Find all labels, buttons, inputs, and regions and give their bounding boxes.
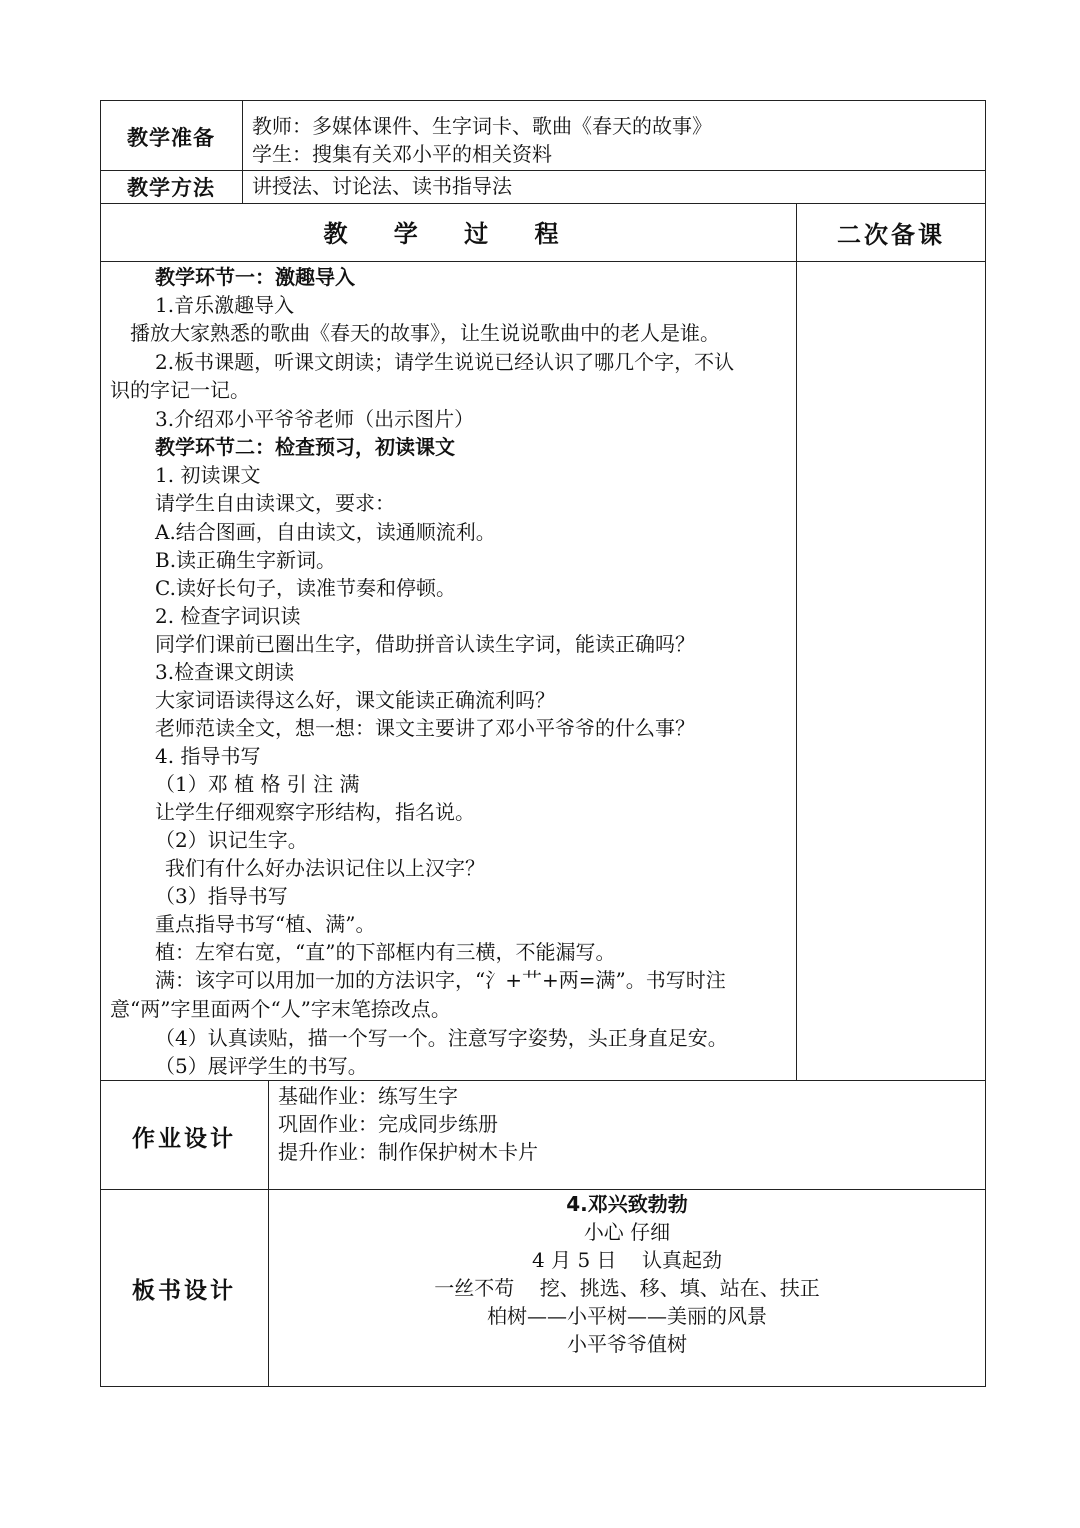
rule-process-header	[100, 261, 986, 262]
rule-process-homework	[100, 1080, 986, 1081]
process-line: 大家词语读得这么好，课文能读正确流利吗？	[155, 688, 555, 712]
process-line: 同学们课前已圈出生字，借助拼音认读生字词，能读正确吗？	[155, 632, 695, 656]
process-line: 让学生仔细观察字形结构，指名说。	[155, 800, 475, 824]
process-line: 教学环节一：激趣导入	[155, 265, 355, 289]
process-line: 1.音乐激趣导入	[155, 293, 295, 317]
process-line: 2.板书课题，听课文朗读；请学生说说已经认识了哪几个字，不认	[155, 350, 735, 374]
method-label: 教学方法	[127, 176, 215, 200]
board-line: 柏树——小平树——美丽的风景	[487, 1304, 767, 1328]
homework-item: 提升作业：制作保护树木卡片	[278, 1140, 538, 1164]
homework-label: 作业设计	[132, 1126, 236, 1152]
process-line: 老师范读全文，想一想：课文主要讲了邓小平爷爷的什么事？	[155, 716, 695, 740]
board-label: 板书设计	[132, 1278, 236, 1304]
process-line: C.读好长句子，读准节奏和停顿。	[155, 576, 456, 600]
process-line: 重点指导书写“植、满”。	[155, 912, 376, 936]
process-title: 教 学 过 程	[323, 220, 573, 248]
process-line: B.读正确生字新词。	[155, 548, 337, 572]
process-line: 3.检查课文朗读	[155, 660, 295, 684]
process-line: 植：左窄右宽，“直”的下部框内有三横，不能漏写。	[155, 940, 616, 964]
method-text: 讲授法、讨论法、读书指导法	[252, 174, 512, 198]
prep-teacher: 教师：多媒体课件、生字词卡、歌曲《春天的故事》	[252, 114, 712, 138]
rule-prep-divider	[242, 100, 243, 203]
process-line: （4）认真读贴，描一个写一个。注意写字姿势，头正身直足安。	[155, 1026, 728, 1050]
process-line: （2）识记生字。	[155, 828, 308, 852]
process-line: 3.介绍邓小平爷爷老师（出示图片）	[155, 407, 475, 431]
board-line: 小平爷爷值树	[567, 1332, 687, 1356]
process-line: （1）邓 植 格 引 注 满	[155, 772, 360, 796]
homework-item: 基础作业：练写生字	[278, 1084, 458, 1108]
process-line: （5）展评学生的书写。	[155, 1054, 368, 1078]
process-line: 4. 指导书写	[155, 744, 261, 768]
process-line: 1. 初读课文	[155, 463, 261, 487]
board-title: 4.邓兴致勃勃	[566, 1192, 688, 1216]
rule-method-process	[100, 203, 986, 204]
rule-prep-method	[100, 170, 986, 171]
board-line: 一丝不苟 挖、挑选、移、填、站在、扶正	[434, 1276, 820, 1300]
process-line: 请学生自由读课文，要求：	[155, 491, 395, 515]
board-line: 4 月 5 日 认真起劲	[532, 1248, 722, 1272]
prep-student: 学生：搜集有关邓小平的相关资料	[252, 142, 552, 166]
homework-item: 巩固作业：完成同步练册	[278, 1112, 498, 1136]
process-line: 2. 检查字词识读	[155, 604, 301, 628]
process-line: 播放大家熟悉的歌曲《春天的故事》，让生说说歌曲中的老人是谁。	[130, 321, 720, 345]
process-line: 满：该字可以用加一加的方法识字，“氵+艹+两=满”。书写时注	[155, 968, 726, 992]
second-prep-label: 二次备课	[837, 221, 945, 249]
process-line: （3）指导书写	[155, 884, 288, 908]
process-line: 识的字记一记。	[110, 378, 250, 402]
process-line: 教学环节二：检查预习，初读课文	[155, 435, 455, 459]
process-line: 我们有什么好办法识记住以上汉字？	[165, 856, 485, 880]
process-line: A.结合图画，自由读文，读通顺流利。	[155, 520, 496, 544]
process-line: 意“两”字里面两个“人”字末笔捺改点。	[110, 997, 451, 1021]
board-line: 小心 仔细	[583, 1220, 671, 1244]
prep-label: 教学准备	[127, 126, 215, 150]
rule-process-divider	[796, 203, 797, 1080]
